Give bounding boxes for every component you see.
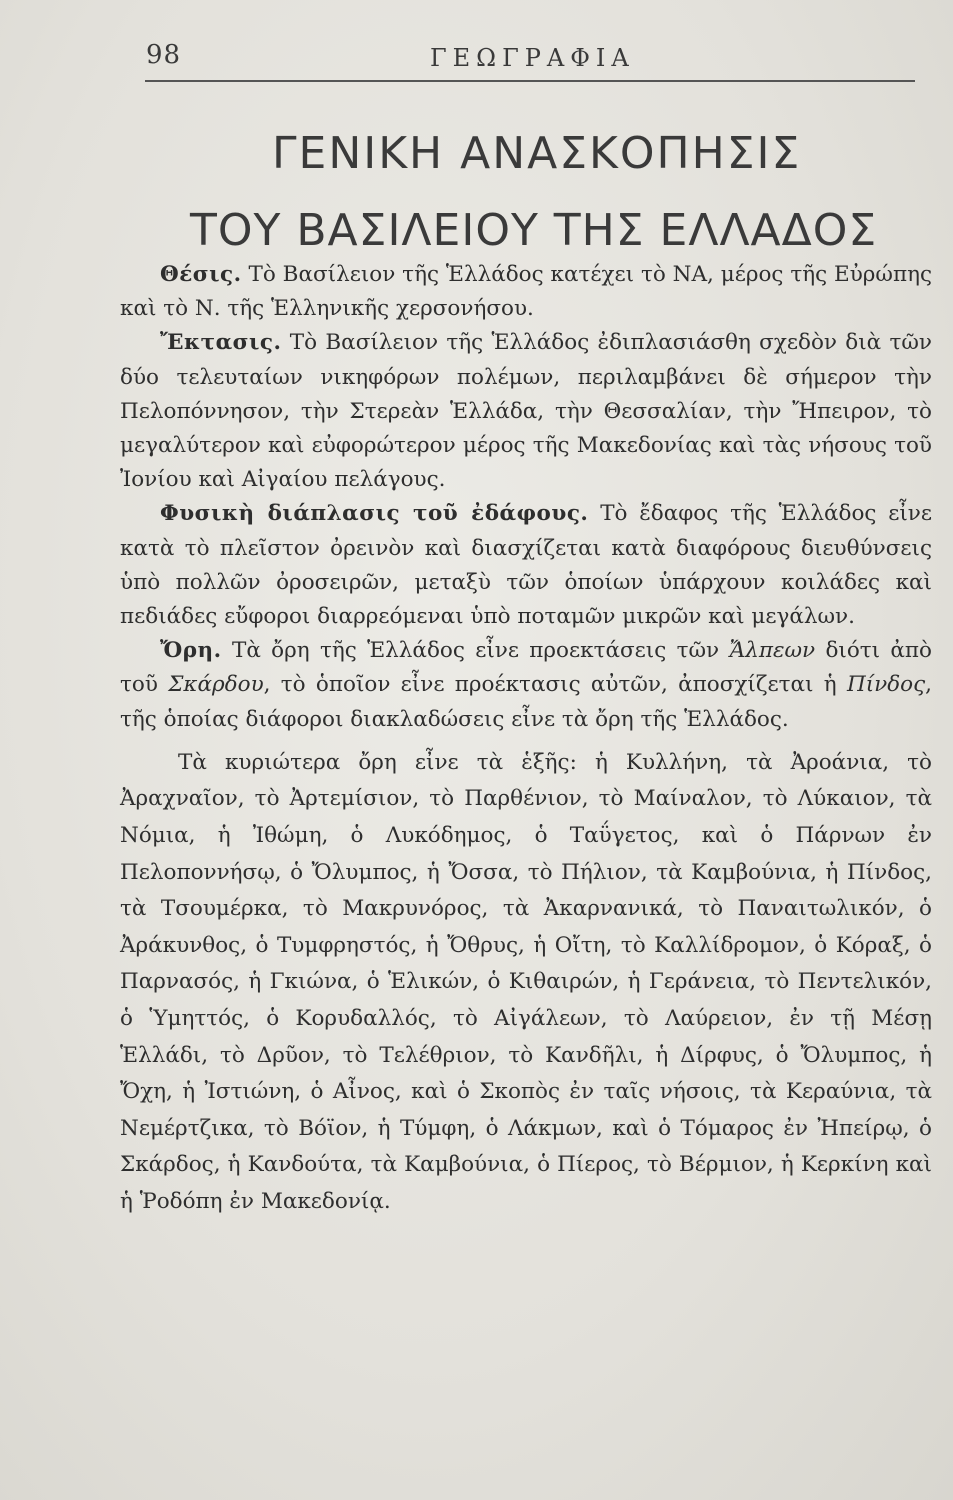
paragraph-extent [120,326,932,497]
paragraph-text: , τὸ ὁποῖον εἶνε προέκτασις αὐτῶν, ἀποσχίζεται ἡ [263,672,837,698]
paragraph-physical-structure [120,497,932,634]
paragraph-position [120,258,932,326]
paragraph-text: διότι ἀπὸ τοῦ [120,638,933,698]
paragraph-text: Τὸ Βασίλειον τῆς Ἑλλάδος ἐδιπλασιάσθη σχεδὸν διὰ τῶν δύο τελευταίων νικηφόρων πολέμων, περιλαμβάνει δὲ σήμερον τὴν Πελοπόννησον, τὴν Στερεὰν Ἑλλάδα, τὴν Θεσσαλίαν, τὴν Ἤπειρον, τὸ μεγαλύτερον καὶ εὐφορώτερον μέρος τῆς Μακεδονίας καὶ τὰς νήσους τοῦ Ἰονίου καὶ Αἰγαίου πελάγους. [120,330,932,493]
page-number: 98 [146,40,182,70]
paragraph-text: Τὸ ἔδαφος τῆς Ἑλλάδος εἶνε κατὰ τὸ πλεῖστον ὀρεινὸν καὶ διασχίζεται κατὰ διαφόρους διευθύνσεις ὑπὸ πολλῶν ὀροσειρῶν, μεταξὺ τῶν ὁποίων ὑπάρχουν κοιλάδες καὶ πεδιάδες εὔφοροι διαρρεόμεναι ὑπὸ ποταμῶν μικρῶν καὶ μεγάλων. [120,501,933,630]
italic-name: Πίνδος [846,672,926,698]
paragraph-text: , τῆς ὁποίας διάφοροι διακλαδώσεις εἶνε τὰ ὄρη τῆς Ἑλλάδος. [120,672,933,732]
paragraph-text: Τὰ ὄρη τῆς Ἑλλάδος εἶνε προεκτάσεις τῶν [232,638,720,664]
section-heading: Ὄρη. [160,638,222,664]
section-heading: Θέσις. [160,262,242,287]
italic-name: Ἄλπεων [729,638,816,664]
mountains-list: Τὰ κυριώτερα ὄρη εἶνε τὰ ἑξῆς: ἡ Κυλλήνη, τὰ Ἀροάνια, τὸ Ἀραχναῖον, τὸ Ἀρτεμίσιον, τὸ Παρθένιον, τὸ Μαίναλον, τὸ Λύκαιον, τὰ Νόμια, ἡ Ἰθώμη, ὁ Λυκόδημος, ὁ Ταΰγετος, καὶ ὁ Πάρνων ἐν Πελοποννήσῳ, ὁ Ὄλυμπος, ἡ Ὄσσα, τὸ Πήλιον, τὰ Καμβούνια, ἡ Πίνδος, τὰ Τσουμέρκα, τὸ Μακρυνόρος, τὰ Ἀκαρνανικά, τὸ Παναιτωλικόν, ὁ Ἀράκυνθος, ὁ Τυμφρηστός, ἡ Ὄθρυς, ἡ Οἴτη, τὸ Καλλίδρομον, ὁ Κόραξ, ὁ Παρνασός, ἡ Γκιώνα, ὁ Ἑλικών, ὁ Κιθαιρών, ἡ Γεράνεια, τὸ Πεντελικόν, ὁ Ὑμηττός, ὁ Κορυδαλλός, τὸ Αἰγάλεων, τὸ Λαύρειον, ἐν τῇ Μέσῃ Ἑλλάδι, τὸ Δρῦον, τὸ Τελέθριον, τὸ Κανδῆλι, ἡ Δίρφυς, ὁ Ὄλυμπος, ἡ Ὄχη, ἡ Ἰστιώνη, ὁ Αἶνος, καὶ ὁ Σκοπὸς ἐν ταῖς νήσοις, τὰ Κεραύνια, τὰ Νεμέρτζικα, τὸ Βόϊον, ἡ Τύμφη, ὁ Λάκμων, καὶ ὁ Τόμαρος ἐν Ἠπείρῳ, ὁ Σκάρδος, ἡ Κανδούτα, τὰ Καμβούνια, ὁ Πίερος, τὸ Βέρμιον, ἡ Κερκίνη καὶ ἡ Ῥοδόπη ἐν Μακεδονίᾳ. [120,749,932,1214]
paragraph-text: Τὸ Βασίλειον τῆς Ἑλλάδος κατέχει τὸ ΝΑ, μέρος τῆς Εὐρώπης καὶ τὸ Ν. τῆς Ἑλληνικῆς χερσονήσου. [120,262,932,322]
italic-name: Σκάρδου [168,672,264,698]
running-head: ΓΕΩΓΡΑΦΙΑ [430,44,635,72]
section-heading: Ἔκτασις. [160,330,282,356]
body-text [120,258,932,1221]
chapter-title-line-2: ΤΟΥ ΒΑΣΙΛΕΙΟΥ ΤΗΣ ΕΛΛΑΔΟΣ [190,205,878,256]
paragraph-mountains [120,634,932,737]
header-rule [145,80,915,90]
chapter-title-line-1: ΓΕΝΙΚΗ ΑΝΑΣΚΟΠΗΣΙΣ [272,128,802,179]
page-header [146,40,913,80]
section-heading: Φυσικὴ διάπλασις τοῦ ἐδάφους. [160,501,589,527]
